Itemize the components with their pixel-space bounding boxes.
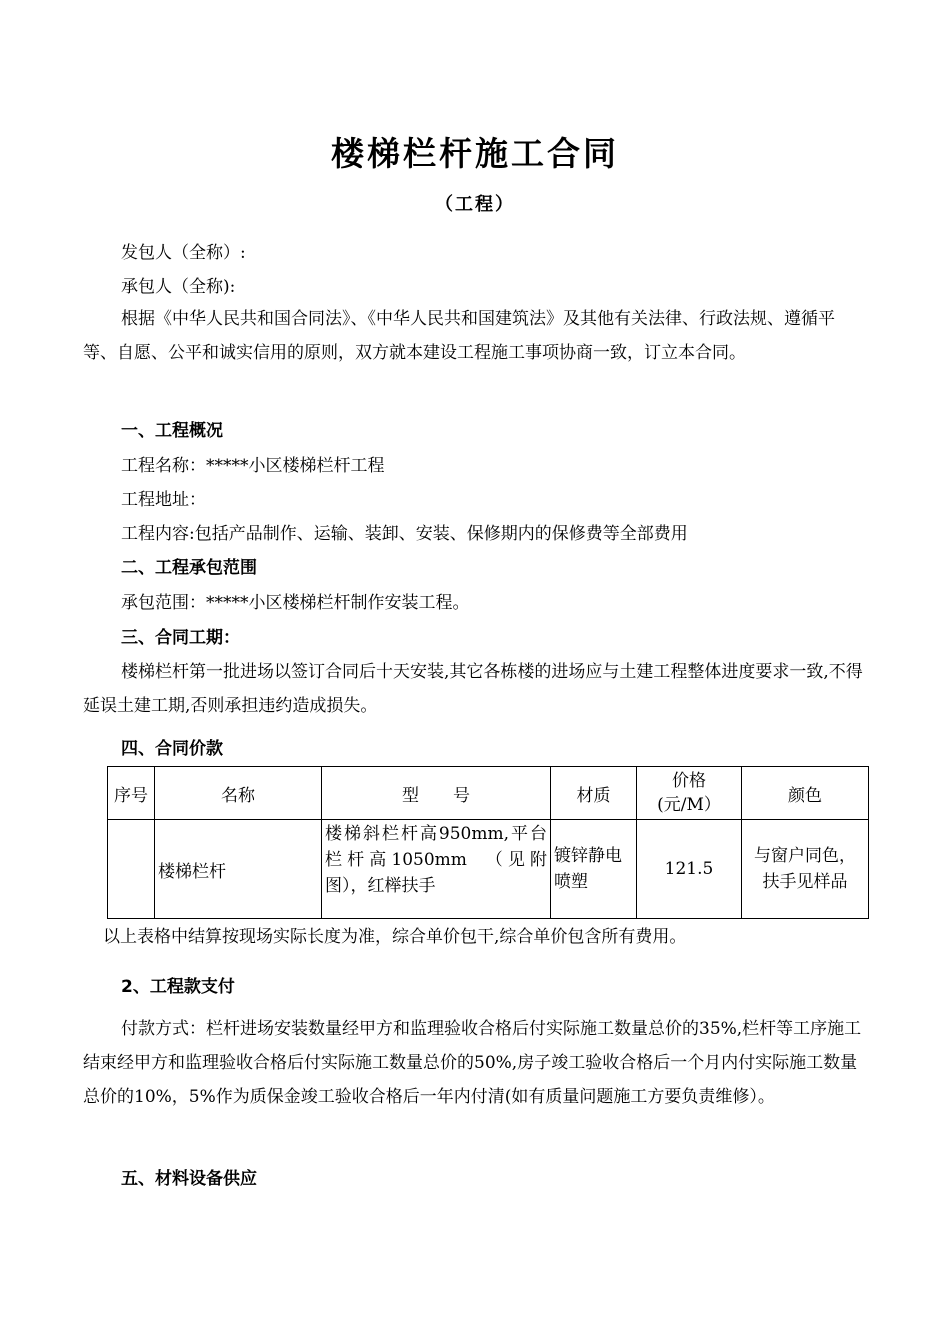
- payment-paragraph: 付款方式：栏杆进场安装数量经甲方和监理验收合格后付实际施工数量总价的35%,栏杆等工序施工结束经甲方和监理验收合格后付实际施工数量总价的50%,房子竣工验收合格后一个月内付实际施工数量总价的10%，5%作为质保金竣工验收合格后一年内付清(如有质量问题施工方要负责维修）。: [83, 1019, 862, 1107]
- table-row: [108, 820, 869, 919]
- cell-material: 镀锌静电喷塑: [551, 820, 637, 919]
- cell-no: [108, 820, 155, 919]
- project-address: 工程地址：: [121, 490, 206, 510]
- document-title: 楼梯栏杆施工合同: [331, 134, 619, 173]
- section-3-heading: 三、合同工期：: [121, 628, 240, 648]
- cell-name: 楼梯栏杆: [155, 820, 322, 919]
- table-header-row: [108, 767, 869, 820]
- cell-color-line1: 与窗户同色，: [754, 846, 856, 866]
- section-2-heading: 二、工程承包范围: [121, 558, 257, 578]
- section-5-heading: 五、材料设备供应: [121, 1169, 257, 1189]
- document-subtitle: （工程）: [435, 194, 515, 215]
- header-model: 型 号: [322, 767, 551, 820]
- price-table: [107, 766, 869, 919]
- header-price: [637, 767, 742, 820]
- header-no: 序号: [108, 767, 155, 820]
- cell-price: 121.5: [637, 820, 742, 919]
- contract-scope: 承包范围：*****小区楼梯栏杆制作安装工程。: [121, 593, 470, 613]
- cell-color-line2: 扶手见样品: [762, 872, 848, 892]
- employer-label: 发包人（全称）:: [121, 243, 246, 263]
- cell-model: 楼梯斜栏杆高950mm,平台栏杆高1050mm （见附图），红榉扶手: [322, 820, 551, 919]
- project-content: 工程内容:包括产品制作、运输、装卸、安装、保修期内的保修费等全部费用: [121, 524, 688, 544]
- cell-color: [742, 820, 869, 919]
- payment-heading: 2、工程款支付: [121, 977, 235, 997]
- contractor-label: 承包人（全称):: [121, 277, 236, 297]
- header-price-label: 价格: [672, 771, 706, 791]
- project-name: 工程名称：*****小区楼梯栏杆工程: [121, 456, 385, 476]
- header-color: 颜色: [742, 767, 869, 820]
- header-name: 名称: [155, 767, 322, 820]
- section-1-heading: 一、工程概况: [121, 421, 223, 441]
- intro-paragraph: 根据《中华人民共和国合同法》、《中华人民共和国建筑法》及其他有关法律、行政法规、遵循平等、自愿、公平和诚实信用的原则，双方就本建设工程施工事项协商一致，订立本合同。: [83, 309, 835, 363]
- header-material: 材质: [551, 767, 637, 820]
- header-price-unit: (元/M）: [657, 795, 721, 815]
- section-4-heading: 四、合同价款: [121, 739, 223, 759]
- table-note: 以上表格中结算按现场实际长度为准，综合单价包干,综合单价包含所有费用。: [103, 927, 687, 947]
- schedule-paragraph: 楼梯栏杆第一批进场以签订合同后十天安装,其它各栋楼的进场应与土建工程整体进度要求一致,不得延误土建工期,否则承担违约造成损失。: [83, 662, 863, 716]
